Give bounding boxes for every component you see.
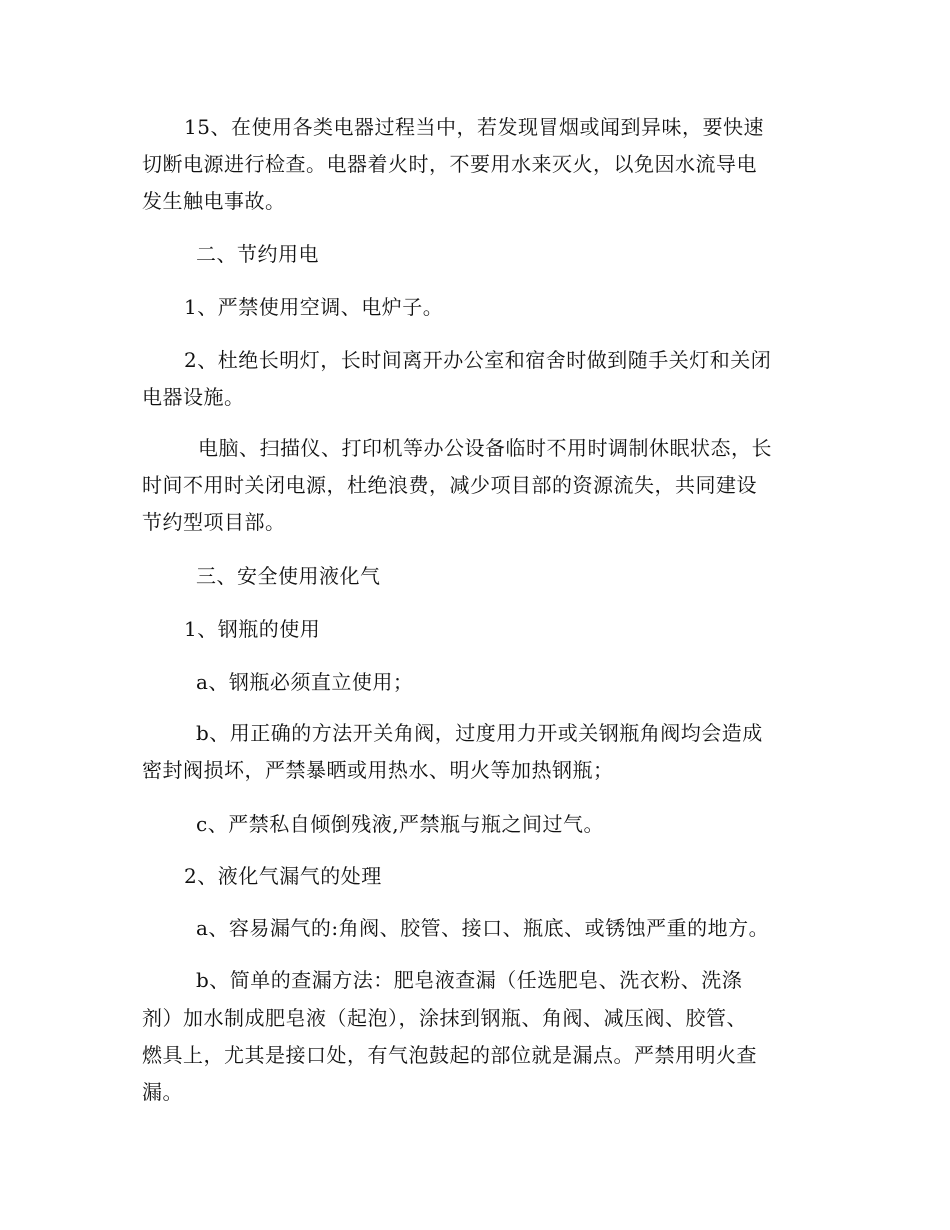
text-line: 2、液化气漏气的处理: [184, 864, 382, 888]
text-line: 漏。: [142, 1080, 183, 1104]
text-line: 剂）加水制成肥皂液（起泡），涂抹到钢瓶、角阀、减压阀、胶管、: [142, 1006, 747, 1030]
text-line: 燃具上，尤其是接口处，有气泡鼓起的部位就是漏点。严禁用明火查: [142, 1043, 757, 1067]
text-line: c、严禁私自倾倒残液,严禁瓶与瓶之间过气。: [196, 812, 605, 836]
text-line: 切断电源进行检查。电器着火时，不要用水来灭火，以免因水流导电: [142, 152, 757, 176]
text-line: a、容易漏气的:角阀、胶管、接口、瓶底、或锈蚀严重的地方。: [196, 916, 770, 940]
text-line: 15、在使用各类电器过程当中，若发现冒烟或闻到异味，要快速: [184, 115, 764, 139]
section-heading: 二、节约用电: [196, 242, 319, 266]
text-line: b、用正确的方法开关角阀，过度用力开或关钢瓶角阀均会造成: [196, 721, 763, 745]
text-line: 电脑、扫描仪、打印机等办公设备临时不用时调制休眠状态，长: [198, 436, 772, 460]
text-line: 密封阀损坏，严禁暴晒或用热水、明火等加热钢瓶；: [142, 758, 614, 782]
text-line: 节约型项目部。: [142, 510, 286, 534]
text-line: 发生触电事故。: [142, 189, 286, 213]
text-line: 2、杜绝长明灯，长时间离开办公室和宿舍时做到随手关灯和关闭: [184, 348, 772, 372]
text-line: b、简单的查漏方法：肥皂液查漏（任选肥皂、洗衣粉、洗涤: [196, 968, 743, 992]
text-line: a、钢瓶必须直立使用；: [196, 670, 414, 694]
text-line: 时间不用时关闭电源，杜绝浪费，减少项目部的资源流失，共同建设: [142, 473, 757, 497]
section-heading: 三、安全使用液化气: [196, 564, 381, 588]
text-line: 1、严禁使用空调、电炉子。: [184, 295, 444, 319]
text-line: 1、钢瓶的使用: [184, 617, 321, 641]
text-line: 电器设施。: [142, 385, 245, 409]
